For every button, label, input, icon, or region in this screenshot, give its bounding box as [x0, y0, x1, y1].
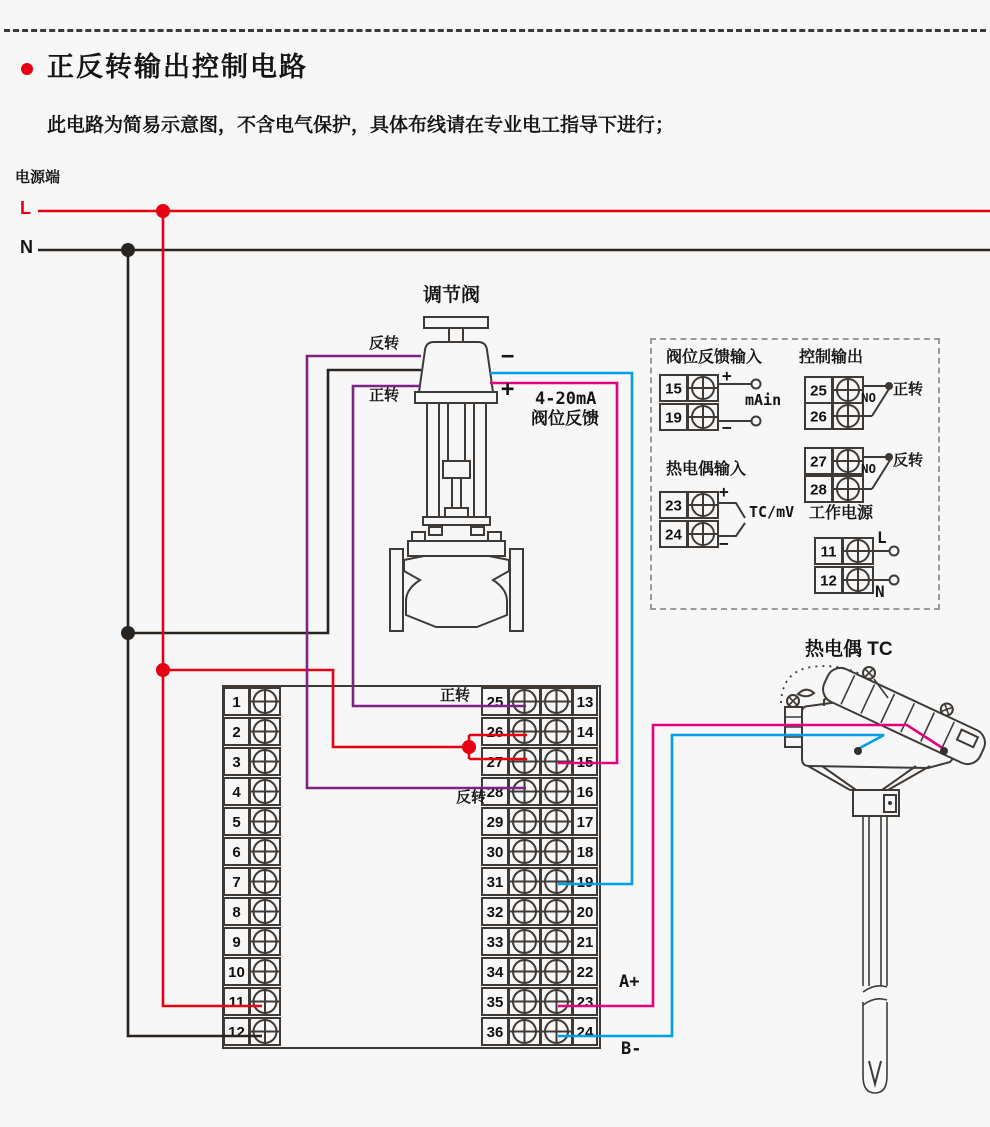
valve-feedback-input-title: 阀位反馈输入 [666, 349, 763, 366]
tc-terminal-dot [854, 747, 862, 755]
svg-text:22: 22 [576, 964, 594, 981]
a-plus-label: A+ [619, 972, 640, 992]
tc-terminal-dot [940, 747, 948, 755]
svg-text:14: 14 [576, 724, 594, 741]
svg-text:27: 27 [486, 754, 504, 771]
junction-dot [156, 204, 170, 218]
work-power-title: 工作电源 [809, 505, 874, 522]
vf-minus-sign: − [722, 418, 732, 437]
svg-text:21: 21 [576, 934, 594, 951]
svg-text:19: 19 [576, 874, 594, 891]
svg-text:23: 23 [576, 994, 594, 1011]
relay2-function-label: 反转 [893, 452, 924, 469]
page-subtitle: 此电路为简易示意图，不含电气保护，具体布线请在专业电工指导下进行； [47, 115, 675, 136]
feedback-signal-label: 4-20mA [535, 389, 597, 409]
relay1-function-label: 正转 [893, 381, 924, 398]
svg-text:18: 18 [576, 844, 594, 861]
valve-title: 调节阀 [423, 285, 481, 306]
junction-dot [462, 740, 476, 754]
svg-text:19: 19 [665, 409, 682, 427]
tc-minus-sign: − [719, 534, 729, 553]
valve-reverse-label: 反转 [369, 335, 400, 352]
svg-text:9: 9 [232, 934, 241, 951]
svg-text:7: 7 [232, 874, 241, 891]
feedback-name-label: 阀位反馈 [531, 409, 599, 428]
wp-neutral-label: N [875, 582, 885, 601]
tc-input-title: 热电偶输入 [666, 461, 747, 478]
probe-tip-arrow-icon [869, 1061, 881, 1084]
svg-text:16: 16 [576, 784, 594, 801]
svg-text:25: 25 [486, 694, 504, 711]
svg-text:26: 26 [486, 724, 504, 741]
live-line-label: L [20, 198, 31, 218]
svg-text:12: 12 [228, 1024, 245, 1041]
relay1-contact-label: NO [861, 390, 877, 405]
svg-text:2: 2 [232, 724, 241, 741]
svg-text:11: 11 [228, 994, 245, 1011]
svg-text:15: 15 [665, 380, 682, 398]
svg-text:24: 24 [576, 1024, 594, 1041]
wp-live-label: L [877, 528, 887, 547]
neutral-line-label: N [20, 237, 33, 257]
svg-text:24: 24 [665, 526, 682, 544]
svg-text:28: 28 [486, 784, 504, 801]
svg-text:10: 10 [228, 964, 245, 981]
svg-text:34: 34 [486, 964, 504, 981]
svg-text:20: 20 [576, 904, 594, 921]
vf-plus-sign: + [722, 366, 732, 385]
main-terminal-block [224, 688, 597, 1045]
svg-text:17: 17 [576, 814, 594, 831]
b-minus-label: B- [621, 1039, 642, 1059]
block-reverse-label: 反转 [456, 789, 487, 806]
tc-signal-label: TC/mV [749, 503, 795, 521]
page-title: 正反转输出控制电路 [47, 52, 308, 82]
svg-text:32: 32 [486, 904, 504, 921]
control-output-title: 控制输出 [799, 349, 864, 366]
junction-dot [121, 243, 135, 257]
relay2-contact-label: NO [861, 461, 877, 476]
svg-text:8: 8 [232, 904, 241, 921]
junction-dot [156, 663, 170, 677]
power-terminal-label: 电源端 [15, 169, 61, 186]
valve-forward-label: 正转 [369, 387, 400, 404]
svg-text:36: 36 [486, 1024, 504, 1041]
svg-text:3: 3 [232, 754, 241, 771]
svg-text:35: 35 [486, 994, 504, 1011]
valve-plus-sign: + [501, 377, 515, 402]
svg-text:11: 11 [820, 543, 837, 561]
svg-text:26: 26 [810, 408, 827, 426]
tc-plus-sign: + [719, 482, 729, 501]
thermocouple-drawing [781, 652, 990, 1093]
svg-text:29: 29 [486, 814, 504, 831]
svg-text:15: 15 [576, 754, 594, 771]
svg-text:13: 13 [576, 694, 594, 711]
svg-text:28: 28 [810, 481, 827, 499]
junction-dot [121, 626, 135, 640]
svg-text:6: 6 [232, 844, 241, 861]
svg-text:33: 33 [486, 934, 504, 951]
block-forward-label: 正转 [440, 687, 471, 704]
thermocouple-title: 热电偶 TC [805, 639, 893, 660]
svg-text:31: 31 [486, 874, 504, 891]
svg-text:27: 27 [810, 453, 827, 471]
tc-b-minus-wire [558, 735, 884, 1036]
svg-text:5: 5 [232, 814, 241, 831]
svg-text:25: 25 [810, 382, 827, 400]
svg-text:30: 30 [486, 844, 504, 861]
svg-text:12: 12 [820, 572, 837, 590]
svg-text:1: 1 [232, 694, 241, 711]
valve-minus-sign: − [501, 344, 515, 369]
svg-text:4: 4 [232, 784, 241, 801]
main-signal-label: mAin [745, 391, 782, 409]
svg-text:23: 23 [665, 497, 682, 515]
